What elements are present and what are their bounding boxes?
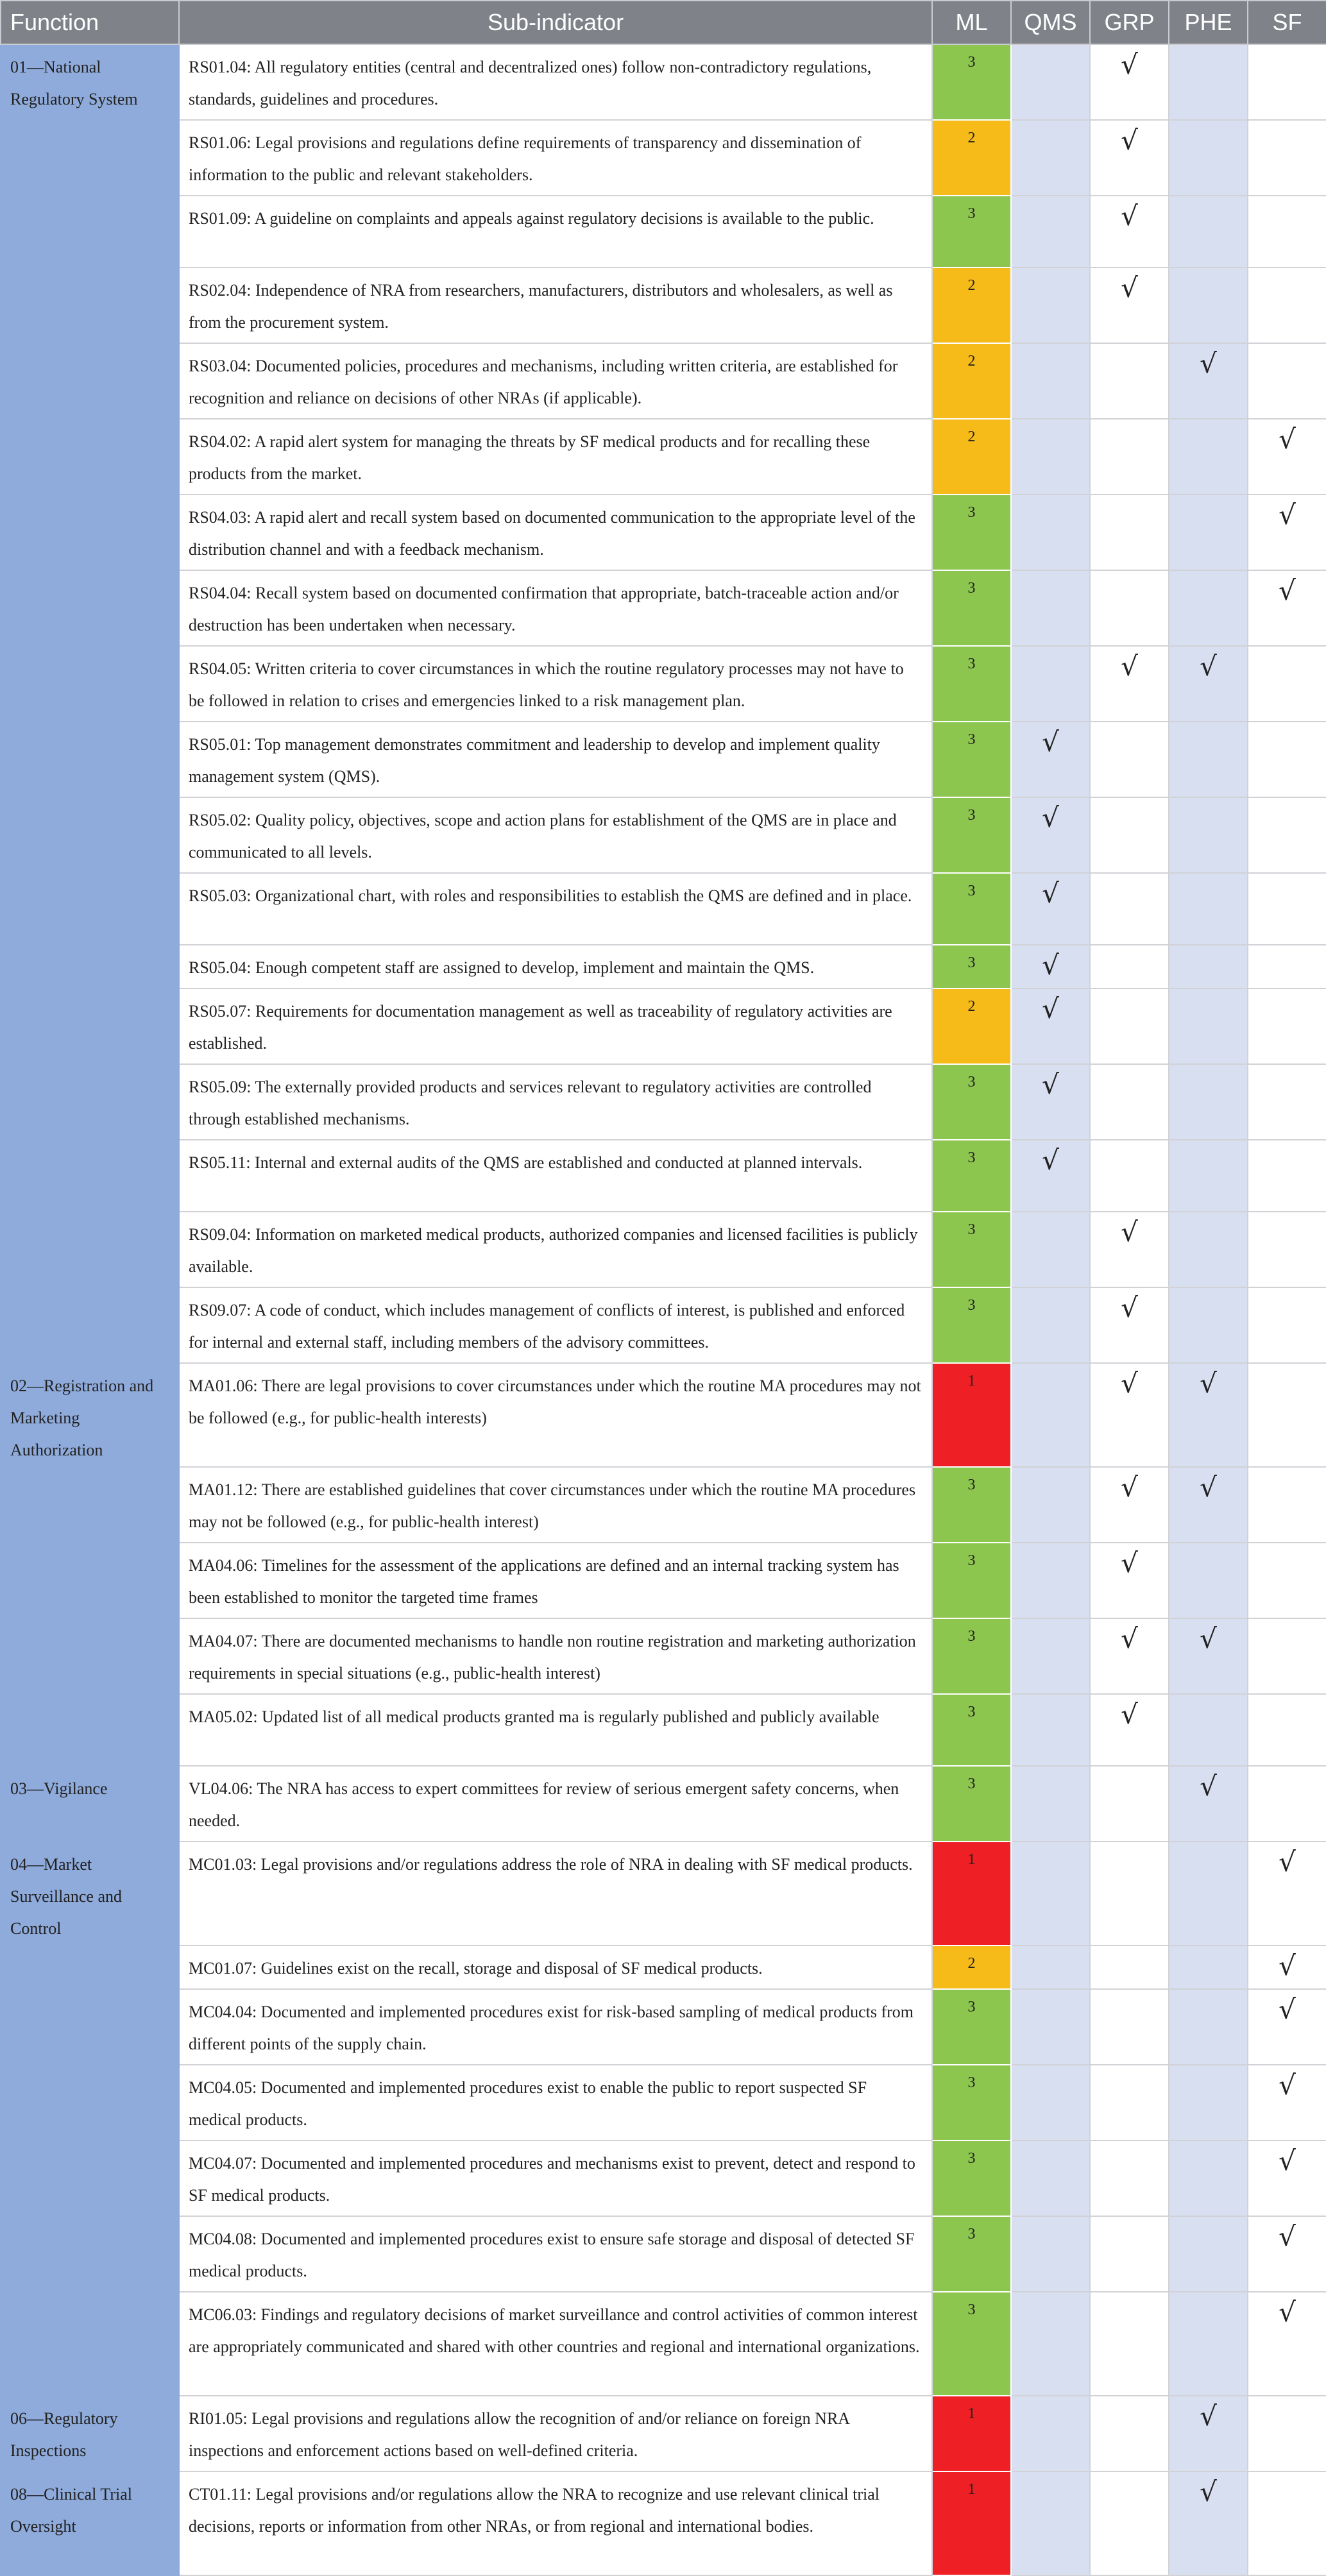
qms-cell: [1011, 44, 1090, 120]
sf-cell: [1248, 945, 1326, 988]
grp-cell: [1090, 2216, 1169, 2292]
phe-cell: [1169, 1694, 1248, 1766]
sf-cell: [1248, 495, 1326, 570]
phe-cell: [1169, 1064, 1248, 1140]
checkmark-icon: √: [1121, 650, 1138, 682]
checkmark-icon: √: [1042, 726, 1059, 758]
ml-level-cell: 3: [932, 1064, 1011, 1140]
phe-cell: [1169, 1212, 1248, 1287]
sf-cell: [1248, 1766, 1326, 1842]
grp-cell: [1090, 419, 1169, 495]
ml-level-cell: 3: [932, 1618, 1011, 1694]
phe-cell: [1169, 1618, 1248, 1694]
sub-indicator-cell: RS09.04: Information on marketed medical products, authorized companies and licensed facilities is publicly available.: [179, 1212, 932, 1287]
checkmark-icon: √: [1279, 2221, 1296, 2252]
ml-level-cell: 3: [932, 2140, 1011, 2216]
sub-indicator-cell: RS05.01: Top management demonstrates commitment and leadership to develop and implement quality management system (QMS).: [179, 722, 932, 797]
table-row: [1, 44, 1326, 120]
checkmark-icon: √: [1279, 499, 1296, 530]
ml-level-cell: 3: [932, 2216, 1011, 2292]
sub-indicator-cell: MC06.03: Findings and regulatory decisions of market surveillance and control activities of common interest are appropriately communicated and shared with other countries and regional and international organizations.: [179, 2292, 932, 2396]
table-row: [1, 1212, 1326, 1287]
phe-cell: [1169, 988, 1248, 1064]
table-row: [1, 570, 1326, 646]
checkmark-icon: √: [1121, 1699, 1138, 1730]
qms-cell: [1011, 2140, 1090, 2216]
table-row: [1, 1694, 1326, 1766]
sf-cell: [1248, 646, 1326, 722]
checkmark-icon: √: [1042, 802, 1059, 833]
table-row: [1, 196, 1326, 267]
sf-cell: [1248, 267, 1326, 343]
grp-cell: [1090, 1945, 1169, 1989]
table-row: [1, 646, 1326, 722]
checkmark-icon: √: [1042, 1144, 1059, 1176]
grp-cell: [1090, 2065, 1169, 2140]
header-row: [1, 1, 1326, 44]
qms-cell: [1011, 873, 1090, 945]
qms-cell: [1011, 2292, 1090, 2396]
qms-cell: [1011, 120, 1090, 196]
qms-cell: [1011, 1212, 1090, 1287]
grp-cell: [1090, 495, 1169, 570]
checkmark-icon: √: [1200, 2476, 1217, 2507]
function-cell: 04—Market Surveillance and Control: [1, 1842, 179, 2396]
phe-cell: [1169, 1467, 1248, 1543]
function-cell: 02—Registration and Marketing Authorization: [1, 1363, 179, 1766]
phe-cell: [1169, 2396, 1248, 2471]
phe-cell: [1169, 797, 1248, 873]
function-cell: 06—Regulatory Inspections: [1, 2396, 179, 2471]
grp-cell: [1090, 343, 1169, 419]
function-cell: 08—Clinical Trial Oversight: [1, 2471, 179, 2575]
ml-level-cell: 3: [932, 1140, 1011, 1212]
table-row: [1, 1989, 1326, 2065]
sf-cell: [1248, 2396, 1326, 2471]
checkmark-icon: √: [1121, 1547, 1138, 1579]
checkmark-icon: √: [1279, 1846, 1296, 1877]
checkmark-icon: √: [1200, 650, 1217, 682]
qms-cell: [1011, 267, 1090, 343]
sub-indicator-cell: MA05.02: Updated list of all medical products granted ma is regularly published and publicly available: [179, 1694, 932, 1766]
qms-cell: [1011, 988, 1090, 1064]
phe-cell: [1169, 1140, 1248, 1212]
sub-indicator-cell: VL04.06: The NRA has access to expert committees for review of serious emergent safety concerns, when needed.: [179, 1766, 932, 1842]
table-row: [1, 2140, 1326, 2216]
phe-cell: [1169, 2065, 1248, 2140]
checkmark-icon: √: [1200, 1471, 1217, 1503]
checkmark-icon: √: [1042, 993, 1059, 1024]
ml-level-cell: 3: [932, 646, 1011, 722]
table-row: [1, 2396, 1326, 2471]
phe-cell: [1169, 945, 1248, 988]
sub-indicator-cell: RS09.07: A code of conduct, which includes management of conflicts of interest, is published and enforced for internal and external staff, including members of the advisory committees.: [179, 1287, 932, 1363]
qms-cell: [1011, 2471, 1090, 2575]
sub-indicator-cell: RS05.09: The externally provided products and services relevant to regulatory activities are controlled through established mechanisms.: [179, 1064, 932, 1140]
ml-level-cell: 3: [932, 2065, 1011, 2140]
table-row: [1, 419, 1326, 495]
sub-indicator-cell: MC01.07: Guidelines exist on the recall, storage and disposal of SF medical products.: [179, 1945, 932, 1989]
ml-level-cell: 3: [932, 570, 1011, 646]
checkmark-icon: √: [1042, 949, 1059, 981]
sub-indicator-cell: MC01.03: Legal provisions and/or regulations address the role of NRA in dealing with SF medical products.: [179, 1842, 932, 1945]
qms-cell: [1011, 1694, 1090, 1766]
sf-cell: [1248, 1842, 1326, 1945]
ml-level-cell: 3: [932, 1766, 1011, 1842]
phe-cell: [1169, 1543, 1248, 1618]
checkmark-icon: √: [1121, 200, 1138, 232]
sub-indicator-cell: RS04.05: Written criteria to cover circumstances in which the routine regulatory processes may not have to be followed in relation to crises and emergencies linked to a risk management plan.: [179, 646, 932, 722]
checkmark-icon: √: [1121, 272, 1138, 303]
header-qms: QMS: [1011, 1, 1090, 44]
table-body: [1, 44, 1326, 2575]
table-row: [1, 2216, 1326, 2292]
ml-level-cell: 3: [932, 1989, 1011, 2065]
ml-level-cell: 3: [932, 2292, 1011, 2396]
sub-indicator-cell: RS01.09: A guideline on complaints and appeals against regulatory decisions is available to the public.: [179, 196, 932, 267]
checkmark-icon: √: [1200, 1368, 1217, 1399]
grp-cell: [1090, 1543, 1169, 1618]
qms-cell: [1011, 196, 1090, 267]
checkmark-icon: √: [1121, 1292, 1138, 1323]
qms-cell: [1011, 343, 1090, 419]
sf-cell: [1248, 797, 1326, 873]
phe-cell: [1169, 2292, 1248, 2396]
qms-cell: [1011, 1543, 1090, 1618]
grp-cell: [1090, 44, 1169, 120]
sub-indicator-cell: RI01.05: Legal provisions and regulations allow the recognition of and/or reliance on foreign NRA inspections and enforcement actions based on well-defined criteria.: [179, 2396, 932, 2471]
phe-cell: [1169, 419, 1248, 495]
sf-cell: [1248, 873, 1326, 945]
sf-cell: [1248, 1212, 1326, 1287]
sub-indicator-cell: CT01.11: Legal provisions and/or regulations allow the NRA to recognize and use relevant clinical trial decisions, reports or information from other NRAs, or from regional and international bodies.: [179, 2471, 932, 2575]
sub-indicator-cell: RS05.02: Quality policy, objectives, scope and action plans for establishment of the QMS are in place and communicated to all levels.: [179, 797, 932, 873]
checkmark-icon: √: [1042, 877, 1059, 909]
sf-cell: [1248, 2065, 1326, 2140]
header-grp: GRP: [1090, 1, 1169, 44]
checkmark-icon: √: [1279, 1950, 1296, 1981]
sub-indicator-cell: MA04.07: There are documented mechanisms to handle non routine registration and marketing authorization requirements in special situations (e.g., public-health interest): [179, 1618, 932, 1694]
checkmark-icon: √: [1042, 1069, 1059, 1100]
sub-indicator-cell: RS04.02: A rapid alert system for managing the threats by SF medical products and for recalling these products from the market.: [179, 419, 932, 495]
phe-cell: [1169, 1363, 1248, 1467]
sf-cell: [1248, 1064, 1326, 1140]
sub-indicator-cell: MC04.08: Documented and implemented procedures exist to ensure safe storage and disposal of detected SF medical products.: [179, 2216, 932, 2292]
sub-indicator-cell: RS05.03: Organizational chart, with roles and responsibilities to establish the QMS are defined and in place.: [179, 873, 932, 945]
grp-cell: [1090, 2471, 1169, 2575]
sf-cell: [1248, 1140, 1326, 1212]
checkmark-icon: √: [1279, 423, 1296, 455]
ml-level-cell: 3: [932, 1212, 1011, 1287]
phe-cell: [1169, 873, 1248, 945]
phe-cell: [1169, 44, 1248, 120]
sf-cell: [1248, 120, 1326, 196]
sub-indicator-cell: MC04.07: Documented and implemented procedures and mechanisms exist to prevent, detect and respond to SF medical products.: [179, 2140, 932, 2216]
grp-cell: [1090, 1842, 1169, 1945]
phe-cell: [1169, 267, 1248, 343]
ml-level-cell: 1: [932, 2396, 1011, 2471]
grp-cell: [1090, 1287, 1169, 1363]
header-ml: ML: [932, 1, 1011, 44]
sf-cell: [1248, 988, 1326, 1064]
sf-cell: [1248, 1467, 1326, 1543]
ml-level-cell: 2: [932, 419, 1011, 495]
table-row: [1, 2065, 1326, 2140]
table-row: [1, 343, 1326, 419]
grp-cell: [1090, 988, 1169, 1064]
grp-cell: [1090, 120, 1169, 196]
grp-cell: [1090, 2292, 1169, 2396]
checkmark-icon: √: [1121, 49, 1138, 80]
phe-cell: [1169, 495, 1248, 570]
sub-indicator-cell: RS01.04: All regulatory entities (central and decentralized ones) follow non-contradictory regulations, standards, guidelines and procedures.: [179, 44, 932, 120]
ml-level-cell: 3: [932, 1287, 1011, 1363]
grp-cell: [1090, 945, 1169, 988]
phe-cell: [1169, 2140, 1248, 2216]
qms-cell: [1011, 1140, 1090, 1212]
phe-cell: [1169, 2471, 1248, 2575]
grp-cell: [1090, 1064, 1169, 1140]
phe-cell: [1169, 1287, 1248, 1363]
sub-indicator-cell: RS05.07: Requirements for documentation management as well as traceability of regulatory activities are established.: [179, 988, 932, 1064]
qms-cell: [1011, 1363, 1090, 1467]
ml-level-cell: 3: [932, 1543, 1011, 1618]
grp-cell: [1090, 1618, 1169, 1694]
ml-level-cell: 3: [932, 196, 1011, 267]
qms-cell: [1011, 570, 1090, 646]
table-row: [1, 267, 1326, 343]
grp-cell: [1090, 722, 1169, 797]
sub-indicator-cell: MA01.12: There are established guidelines that cover circumstances under which the routine MA procedures may not be followed (e.g., for public-health interest): [179, 1467, 932, 1543]
grp-cell: [1090, 1140, 1169, 1212]
sub-indicator-cell: MC04.04: Documented and implemented procedures exist for risk-based sampling of medical products from different points of the supply chain.: [179, 1989, 932, 2065]
ml-level-cell: 1: [932, 2471, 1011, 2575]
ml-level-cell: 1: [932, 1842, 1011, 1945]
header-sf: SF: [1248, 1, 1326, 44]
table-row: [1, 1842, 1326, 1945]
phe-cell: [1169, 1766, 1248, 1842]
ml-level-cell: 3: [932, 873, 1011, 945]
ml-level-cell: 2: [932, 267, 1011, 343]
phe-cell: [1169, 1842, 1248, 1945]
sf-cell: [1248, 44, 1326, 120]
table-row: [1, 2292, 1326, 2396]
checkmark-icon: √: [1279, 2296, 1296, 2328]
phe-cell: [1169, 196, 1248, 267]
qms-cell: [1011, 1766, 1090, 1842]
grp-cell: [1090, 1694, 1169, 1766]
phe-cell: [1169, 722, 1248, 797]
sf-cell: [1248, 343, 1326, 419]
phe-cell: [1169, 120, 1248, 196]
table-row: [1, 1945, 1326, 1989]
table-row: [1, 495, 1326, 570]
table-row: [1, 873, 1326, 945]
checkmark-icon: √: [1121, 1216, 1138, 1248]
table-row: [1, 1766, 1326, 1842]
sub-indicator-cell: MC04.05: Documented and implemented procedures exist to enable the public to report suspected SF medical products.: [179, 2065, 932, 2140]
sub-indicator-cell: RS05.11: Internal and external audits of the QMS are established and conducted at planned intervals.: [179, 1140, 932, 1212]
grp-cell: [1090, 267, 1169, 343]
grp-cell: [1090, 2140, 1169, 2216]
table-row: [1, 1363, 1326, 1467]
sub-indicator-cell: RS02.04: Independence of NRA from researchers, manufacturers, distributors and wholesalers, as well as from the procurement system.: [179, 267, 932, 343]
ml-level-cell: 3: [932, 722, 1011, 797]
qms-cell: [1011, 1287, 1090, 1363]
checkmark-icon: √: [1279, 1994, 1296, 2025]
function-cell: 01—National Regulatory System: [1, 44, 179, 1363]
qms-cell: [1011, 1064, 1090, 1140]
table-row: [1, 1064, 1326, 1140]
sub-indicator-cell: RS01.06: Legal provisions and regulations define requirements of transparency and dissemination of information to the public and relevant stakeholders.: [179, 120, 932, 196]
sf-cell: [1248, 1694, 1326, 1766]
checkmark-icon: √: [1200, 2400, 1217, 2432]
grp-cell: [1090, 1363, 1169, 1467]
qms-cell: [1011, 797, 1090, 873]
table-row: [1, 722, 1326, 797]
header-sub-indicator: Sub-indicator: [179, 1, 932, 44]
phe-cell: [1169, 2216, 1248, 2292]
ml-level-cell: 1: [932, 1363, 1011, 1467]
qms-cell: [1011, 2065, 1090, 2140]
ml-level-cell: 3: [932, 44, 1011, 120]
phe-cell: [1169, 570, 1248, 646]
ml-level-cell: 2: [932, 1945, 1011, 1989]
table-row: [1, 1543, 1326, 1618]
sf-cell: [1248, 1989, 1326, 2065]
checkmark-icon: √: [1200, 348, 1217, 379]
checkmark-icon: √: [1200, 1770, 1217, 1802]
sf-cell: [1248, 722, 1326, 797]
sf-cell: [1248, 2140, 1326, 2216]
sf-cell: [1248, 1618, 1326, 1694]
checkmark-icon: √: [1279, 2069, 1296, 2101]
ml-level-cell: 3: [932, 1694, 1011, 1766]
grp-cell: [1090, 570, 1169, 646]
grp-cell: [1090, 2396, 1169, 2471]
grp-cell: [1090, 873, 1169, 945]
checkmark-icon: √: [1279, 575, 1296, 606]
grp-cell: [1090, 1766, 1169, 1842]
table-row: [1, 2471, 1326, 2575]
table-row: [1, 945, 1326, 988]
sub-indicator-cell: RS04.04: Recall system based on documented confirmation that appropriate, batch-traceable action and/or destruction has been undertaken when necessary.: [179, 570, 932, 646]
grp-cell: [1090, 1467, 1169, 1543]
table-row: [1, 120, 1326, 196]
header-phe: PHE: [1169, 1, 1248, 44]
sf-cell: [1248, 570, 1326, 646]
grp-cell: [1090, 196, 1169, 267]
function-cell: 03—Vigilance: [1, 1766, 179, 1842]
checkmark-icon: √: [1279, 2145, 1296, 2176]
qms-cell: [1011, 419, 1090, 495]
qms-cell: [1011, 1842, 1090, 1945]
phe-cell: [1169, 1945, 1248, 1989]
sf-cell: [1248, 2292, 1326, 2396]
ml-level-cell: 3: [932, 797, 1011, 873]
sf-cell: [1248, 2471, 1326, 2575]
qms-cell: [1011, 945, 1090, 988]
qms-cell: [1011, 495, 1090, 570]
sub-indicator-cell: MA04.06: Timelines for the assessment of the applications are defined and an internal tracking system has been established to monitor the targeted time frames: [179, 1543, 932, 1618]
checkmark-icon: √: [1121, 124, 1138, 156]
table-row: [1, 1467, 1326, 1543]
sf-cell: [1248, 196, 1326, 267]
qms-cell: [1011, 2396, 1090, 2471]
ml-level-cell: 2: [932, 343, 1011, 419]
grp-cell: [1090, 797, 1169, 873]
grp-cell: [1090, 646, 1169, 722]
sf-cell: [1248, 1945, 1326, 1989]
grp-cell: [1090, 1989, 1169, 2065]
qms-cell: [1011, 1989, 1090, 2065]
sub-indicator-cell: RS04.03: A rapid alert and recall system based on documented communication to the appropriate level of the distribution channel and with a feedback mechanism.: [179, 495, 932, 570]
qms-cell: [1011, 646, 1090, 722]
table-row: [1, 1618, 1326, 1694]
qms-cell: [1011, 1945, 1090, 1989]
checkmark-icon: √: [1200, 1623, 1217, 1654]
ml-level-cell: 3: [932, 1467, 1011, 1543]
sub-indicator-cell: MA01.06: There are legal provisions to cover circumstances under which the routine MA procedures may not be followed (e.g., for public-health interests): [179, 1363, 932, 1467]
table-row: [1, 1287, 1326, 1363]
grp-cell: [1090, 1212, 1169, 1287]
ml-level-cell: 3: [932, 945, 1011, 988]
ml-level-cell: 2: [932, 120, 1011, 196]
phe-cell: [1169, 343, 1248, 419]
ml-level-cell: 2: [932, 988, 1011, 1064]
ml-level-cell: 3: [932, 495, 1011, 570]
header-function: Function: [1, 1, 179, 44]
sub-indicator-cell: RS03.04: Documented policies, procedures and mechanisms, including written criteria, are established for recognition and reliance on decisions of other NRAs (if applicable).: [179, 343, 932, 419]
sf-cell: [1248, 419, 1326, 495]
sf-cell: [1248, 2216, 1326, 2292]
qms-cell: [1011, 1467, 1090, 1543]
qms-cell: [1011, 722, 1090, 797]
table-row: [1, 988, 1326, 1064]
checkmark-icon: √: [1121, 1471, 1138, 1503]
phe-cell: [1169, 1989, 1248, 2065]
checkmark-icon: √: [1121, 1623, 1138, 1654]
checkmark-icon: √: [1121, 1368, 1138, 1399]
sub-indicator-cell: RS05.04: Enough competent staff are assigned to develop, implement and maintain the QMS.: [179, 945, 932, 988]
qms-cell: [1011, 2216, 1090, 2292]
table-row: [1, 797, 1326, 873]
sf-cell: [1248, 1363, 1326, 1467]
table-row: [1, 1140, 1326, 1212]
phe-cell: [1169, 646, 1248, 722]
sf-cell: [1248, 1287, 1326, 1363]
sf-cell: [1248, 1543, 1326, 1618]
qms-cell: [1011, 1618, 1090, 1694]
